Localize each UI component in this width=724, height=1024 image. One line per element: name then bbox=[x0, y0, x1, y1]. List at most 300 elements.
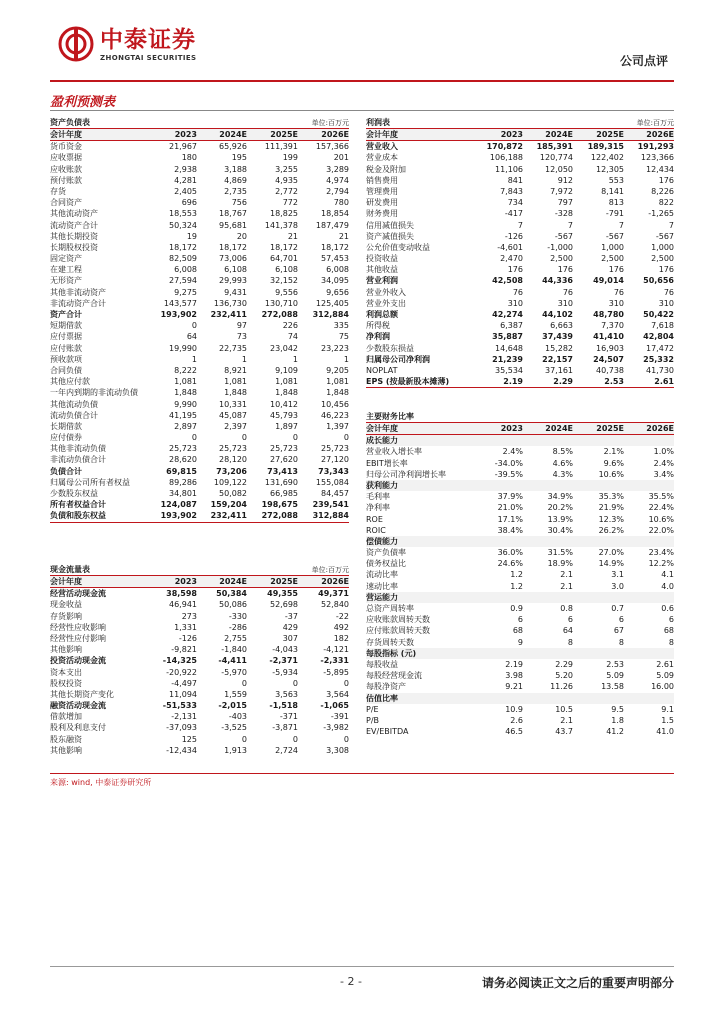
row-value bbox=[573, 693, 624, 704]
table-row bbox=[50, 231, 349, 242]
row-value: 130,710 bbox=[264, 298, 298, 308]
row-value: 12,305 bbox=[596, 164, 624, 174]
row-value: 16.00 bbox=[651, 682, 674, 692]
table-row bbox=[366, 287, 674, 298]
row-value: 25,332 bbox=[643, 354, 674, 364]
row-value: 22.0% bbox=[648, 525, 674, 535]
row-value: 0.8 bbox=[560, 604, 573, 613]
row-value: 185,391 bbox=[536, 142, 573, 152]
table-row bbox=[366, 659, 674, 670]
table-section-row bbox=[366, 648, 674, 659]
row-value: 199 bbox=[282, 153, 298, 163]
row-label: 速动比率 bbox=[366, 581, 398, 591]
table-row bbox=[366, 164, 674, 175]
row-label: 其他非流动资产 bbox=[50, 287, 106, 297]
row-value: 141,378 bbox=[264, 220, 298, 230]
row-label: 借款增加 bbox=[50, 712, 82, 722]
row-value: 9,990 bbox=[174, 399, 197, 409]
row-value: 841 bbox=[507, 175, 523, 185]
row-value: 44,102 bbox=[542, 310, 573, 319]
row-value: 75 bbox=[338, 332, 349, 342]
table-row bbox=[366, 208, 674, 219]
table-row bbox=[50, 354, 349, 365]
row-value: 157,366 bbox=[315, 142, 349, 152]
section-title: 盈利预测表 bbox=[50, 95, 116, 110]
source-divider bbox=[50, 773, 674, 774]
row-value: 19 bbox=[186, 231, 197, 241]
row-value: 45,793 bbox=[270, 410, 298, 420]
row-value: -5,895 bbox=[323, 667, 349, 677]
row-value: 20 bbox=[236, 231, 247, 241]
table-section-row bbox=[366, 536, 674, 547]
row-value: 4.0 bbox=[661, 581, 674, 591]
row-value: 3.1 bbox=[611, 570, 624, 580]
row-value: 73,006 bbox=[219, 254, 247, 264]
row-value bbox=[523, 480, 573, 491]
row-value: 18,854 bbox=[321, 209, 349, 219]
row-label: 其他影响 bbox=[50, 645, 82, 655]
row-value: -1,518 bbox=[269, 701, 298, 711]
row-value: 18,767 bbox=[219, 209, 247, 219]
row-label: 存货影响 bbox=[50, 611, 82, 621]
row-value: 9.1 bbox=[661, 704, 674, 714]
header-year: 2025E bbox=[596, 130, 624, 139]
row-value: 95,681 bbox=[219, 220, 247, 230]
row-label: 预收款项 bbox=[50, 354, 82, 364]
table-row bbox=[50, 331, 349, 342]
brand-name-en: ZHONGTAI SECURITIES bbox=[100, 53, 197, 62]
row-value: 756 bbox=[231, 198, 247, 208]
row-value: 7,843 bbox=[500, 186, 523, 196]
row-value: 1 bbox=[241, 354, 247, 364]
row-label: 营业利润 bbox=[366, 276, 398, 286]
table-row bbox=[366, 558, 674, 569]
table-row bbox=[50, 599, 349, 610]
table-title-bar bbox=[50, 116, 349, 129]
table-title: 主要财务比率 bbox=[366, 408, 674, 423]
row-value: 0 bbox=[343, 734, 349, 744]
row-label: 负债合计 bbox=[50, 466, 82, 476]
table-row bbox=[366, 704, 674, 715]
table-row bbox=[366, 715, 674, 726]
row-label: 无形资产 bbox=[50, 276, 82, 286]
row-value: 35,887 bbox=[492, 332, 523, 342]
row-value: 176 bbox=[608, 265, 624, 275]
row-value: 18,172 bbox=[321, 242, 349, 252]
row-value: 44,336 bbox=[542, 276, 573, 286]
row-value: 50,384 bbox=[216, 589, 247, 599]
row-value: -286 bbox=[228, 622, 247, 632]
row-value: 21.9% bbox=[598, 503, 624, 513]
row-label: 净利率 bbox=[366, 503, 390, 513]
table-row bbox=[366, 220, 674, 231]
row-value: -39.5% bbox=[494, 469, 523, 479]
row-value: 189,315 bbox=[587, 142, 624, 152]
table-row bbox=[50, 499, 349, 510]
header-year: 2026E bbox=[646, 130, 674, 139]
row-value: 7,370 bbox=[601, 321, 624, 331]
row-label: 股东融资 bbox=[50, 734, 82, 744]
row-label: 其他应付款 bbox=[50, 377, 90, 387]
row-value: -371 bbox=[279, 712, 298, 722]
table-row bbox=[50, 343, 349, 354]
row-value: 34.9% bbox=[547, 492, 573, 502]
row-label: 长期借款 bbox=[50, 421, 82, 431]
row-label: EV/EBITDA bbox=[366, 727, 409, 737]
table-row bbox=[366, 298, 674, 309]
row-value: 9.6% bbox=[603, 458, 624, 468]
header-label: 会计年度 bbox=[50, 130, 82, 139]
row-value: 38.4% bbox=[497, 525, 523, 535]
row-value: 2,755 bbox=[224, 633, 247, 643]
table-row bbox=[50, 208, 349, 219]
table-row bbox=[50, 253, 349, 264]
row-label: 经营性应收影响 bbox=[50, 622, 106, 632]
row-value: -4,121 bbox=[323, 645, 349, 655]
row-value: 35,534 bbox=[495, 365, 523, 375]
row-value: 49,014 bbox=[593, 276, 624, 286]
table-row bbox=[366, 376, 674, 388]
table-row bbox=[50, 510, 349, 522]
row-value: 124,087 bbox=[160, 500, 197, 510]
row-label: 信用减值损失 bbox=[366, 220, 414, 230]
row-value: 6,108 bbox=[275, 265, 298, 275]
report-type: 公司点评 bbox=[619, 54, 668, 68]
row-label: 总资产周转率 bbox=[366, 604, 414, 613]
row-value: 6 bbox=[517, 615, 523, 625]
table-section-row bbox=[366, 480, 674, 491]
row-value: 1 bbox=[191, 354, 197, 364]
row-label: 应付账款 bbox=[50, 343, 82, 353]
row-value: 3,308 bbox=[326, 745, 349, 755]
row-value: 734 bbox=[507, 198, 523, 208]
row-value: 23.4% bbox=[648, 548, 674, 558]
row-value: 198,675 bbox=[261, 500, 298, 510]
row-value bbox=[624, 480, 674, 491]
table-unit: 单位:百万元 bbox=[311, 566, 349, 574]
row-value: 1,081 bbox=[224, 377, 247, 387]
row-value: 21 bbox=[287, 231, 298, 241]
header-year: 2026E bbox=[646, 424, 674, 433]
row-value: 27,620 bbox=[270, 455, 298, 465]
row-value: 12,050 bbox=[545, 164, 573, 174]
row-value: 67 bbox=[613, 626, 624, 636]
row-value: 182 bbox=[333, 633, 349, 643]
table-row bbox=[366, 637, 674, 648]
row-value: 14.9% bbox=[598, 559, 624, 569]
row-value: 37,439 bbox=[542, 332, 573, 342]
row-value: 17.1% bbox=[497, 514, 523, 524]
row-value bbox=[473, 480, 523, 491]
table-row bbox=[50, 633, 349, 644]
row-label: 获利能力 bbox=[366, 480, 398, 490]
table-section-row bbox=[366, 435, 674, 446]
row-value: 553 bbox=[608, 175, 624, 185]
footer-divider bbox=[50, 966, 674, 967]
row-value: 8,226 bbox=[651, 186, 674, 196]
table-row bbox=[366, 670, 674, 681]
row-value: 31.5% bbox=[547, 548, 573, 558]
row-value: -126 bbox=[178, 633, 197, 643]
row-value: -3,871 bbox=[272, 723, 298, 733]
row-value: 8,921 bbox=[224, 365, 247, 375]
row-value: 50,422 bbox=[643, 310, 674, 319]
row-value: 18,825 bbox=[270, 209, 298, 219]
row-value bbox=[573, 480, 624, 491]
row-label: 净利润 bbox=[366, 332, 390, 342]
row-value: 10.6% bbox=[598, 469, 624, 479]
row-value: 1 bbox=[292, 354, 298, 364]
row-value: 8 bbox=[668, 637, 674, 647]
row-value: 6,108 bbox=[224, 265, 247, 275]
row-value: 50,086 bbox=[219, 600, 247, 610]
row-value: 68 bbox=[512, 626, 523, 636]
row-value: 3.0 bbox=[611, 581, 624, 591]
row-value: 1,081 bbox=[174, 377, 197, 387]
row-label: 所得税 bbox=[366, 321, 390, 331]
row-value: -391 bbox=[330, 712, 349, 722]
row-value: 1,000 bbox=[651, 242, 674, 252]
row-value bbox=[573, 435, 624, 446]
row-value: 50,082 bbox=[219, 489, 247, 498]
row-value: 22,157 bbox=[542, 354, 573, 364]
row-value: 42,508 bbox=[492, 276, 523, 286]
table-row bbox=[50, 242, 349, 253]
row-value: 170,872 bbox=[486, 142, 523, 152]
row-value: 46,223 bbox=[321, 410, 349, 420]
row-label: EBIT增长率 bbox=[366, 458, 408, 468]
row-value: 272,088 bbox=[261, 310, 298, 319]
row-value: 8.5% bbox=[552, 447, 573, 457]
row-value: 106,188 bbox=[489, 153, 523, 163]
row-value: 0.6 bbox=[661, 604, 674, 613]
table-row bbox=[366, 446, 674, 457]
table-row bbox=[366, 197, 674, 208]
row-value: 84,457 bbox=[321, 489, 349, 498]
row-value: 13.58 bbox=[601, 682, 624, 692]
row-value: 76 bbox=[562, 287, 573, 297]
row-value: -4,497 bbox=[171, 678, 197, 688]
row-value bbox=[573, 648, 624, 659]
row-value: 1.5 bbox=[661, 715, 674, 725]
table-row bbox=[366, 275, 674, 286]
row-value: 2,772 bbox=[275, 186, 298, 196]
row-value: 37,161 bbox=[545, 365, 573, 375]
table-row bbox=[366, 525, 674, 536]
row-value: 30.4% bbox=[547, 525, 573, 535]
row-value: -567 bbox=[655, 231, 674, 241]
row-value: 25,723 bbox=[219, 444, 247, 454]
row-value: 1 bbox=[343, 354, 349, 364]
row-value: 69,815 bbox=[166, 466, 197, 476]
row-value: 2,897 bbox=[174, 421, 197, 431]
table-row bbox=[366, 547, 674, 558]
row-value: 27,120 bbox=[321, 455, 349, 465]
table-row bbox=[50, 197, 349, 208]
row-label: 在建工程 bbox=[50, 265, 82, 275]
row-label: 利润总额 bbox=[366, 310, 398, 319]
row-label: 其他影响 bbox=[50, 745, 82, 755]
row-label: 偿债能力 bbox=[366, 536, 398, 546]
row-value: 49,371 bbox=[318, 589, 349, 599]
row-value: 2,405 bbox=[174, 186, 197, 196]
row-value: 176 bbox=[557, 265, 573, 275]
table-row bbox=[366, 581, 674, 592]
header-year: 2024E bbox=[545, 424, 573, 433]
row-value: 11.26 bbox=[550, 682, 573, 692]
row-value: 10.9 bbox=[505, 704, 523, 714]
row-value: 34,801 bbox=[169, 489, 197, 498]
row-label: 归属母公司所有者权益 bbox=[50, 477, 130, 487]
table-row bbox=[50, 622, 349, 633]
row-value: 310 bbox=[507, 298, 523, 308]
row-value: 2,500 bbox=[651, 254, 674, 264]
table-row bbox=[366, 514, 674, 525]
table-section-row bbox=[366, 592, 674, 603]
row-value: 35.5% bbox=[648, 492, 674, 502]
header-year: 2024E bbox=[545, 130, 573, 139]
row-value: 1,331 bbox=[174, 622, 197, 632]
row-value: 48,780 bbox=[593, 310, 624, 319]
row-value: 123,366 bbox=[640, 153, 674, 163]
row-value: -328 bbox=[554, 209, 573, 219]
row-value: 18,553 bbox=[169, 209, 197, 219]
row-value: 2.6 bbox=[510, 715, 523, 725]
row-value: -791 bbox=[605, 209, 624, 219]
row-value: 9,109 bbox=[275, 365, 298, 375]
header-year: 2025E bbox=[270, 577, 298, 586]
row-value: 1,848 bbox=[326, 388, 349, 398]
row-value: -22 bbox=[335, 611, 349, 621]
row-value: 159,204 bbox=[210, 500, 247, 510]
row-value bbox=[523, 592, 573, 603]
row-label: P/E bbox=[366, 704, 379, 714]
row-label: 应收账款周转天数 bbox=[366, 615, 430, 625]
row-value: 125 bbox=[181, 734, 197, 744]
row-label: ROIC bbox=[366, 525, 386, 535]
row-value: 122,402 bbox=[590, 153, 624, 163]
row-value: 310 bbox=[608, 298, 624, 308]
row-value: 193,902 bbox=[160, 511, 197, 521]
row-label: 非流动负债合计 bbox=[50, 455, 106, 465]
row-label: 预付账款 bbox=[50, 175, 82, 185]
row-label: 经营性应付影响 bbox=[50, 633, 106, 643]
row-value: 3,255 bbox=[275, 164, 298, 174]
row-label: 毛利率 bbox=[366, 492, 390, 502]
row-label: 应付票据 bbox=[50, 332, 82, 342]
row-label: 所有者权益合计 bbox=[50, 500, 106, 510]
row-label: NOPLAT bbox=[366, 365, 398, 375]
row-value: 1.8 bbox=[611, 715, 624, 725]
row-value: 9,431 bbox=[224, 287, 247, 297]
row-value: 52,698 bbox=[270, 600, 298, 610]
row-value: 76 bbox=[663, 287, 674, 297]
row-value: -4,411 bbox=[218, 656, 247, 666]
row-value: 2.61 bbox=[656, 659, 674, 669]
row-label: 归母公司净利润增长率 bbox=[366, 469, 446, 479]
cash-flow-table bbox=[50, 563, 349, 756]
row-value: 9.21 bbox=[505, 682, 523, 692]
row-label: 研发费用 bbox=[366, 198, 398, 208]
table-row bbox=[366, 614, 674, 625]
table-row bbox=[366, 309, 674, 320]
table-header-row bbox=[366, 129, 674, 141]
row-value: 4,281 bbox=[174, 175, 197, 185]
row-value: -14,325 bbox=[162, 656, 197, 666]
row-value: 10,412 bbox=[270, 399, 298, 409]
row-value: 772 bbox=[282, 198, 298, 208]
row-value: 2.1 bbox=[560, 715, 573, 725]
table-row bbox=[50, 275, 349, 286]
row-value: 36.0% bbox=[497, 548, 523, 558]
row-value: 9,556 bbox=[275, 287, 298, 297]
row-value: 1,848 bbox=[275, 388, 298, 398]
row-value: 46,941 bbox=[169, 600, 197, 610]
row-label: 少数股东损益 bbox=[366, 343, 414, 353]
table-row bbox=[50, 644, 349, 655]
row-label: 其他流动资产 bbox=[50, 209, 98, 219]
table-header-row bbox=[50, 576, 349, 588]
row-value bbox=[523, 435, 573, 446]
table-row bbox=[366, 569, 674, 580]
row-label: ROE bbox=[366, 514, 383, 524]
row-value: 429 bbox=[282, 622, 298, 632]
row-label: 负债和股东权益 bbox=[50, 511, 106, 521]
row-value: 2.53 bbox=[604, 377, 624, 387]
row-value: 822 bbox=[658, 198, 674, 208]
row-value: 310 bbox=[557, 298, 573, 308]
row-label: 合同负债 bbox=[50, 365, 82, 375]
row-value: 5.09 bbox=[606, 671, 624, 681]
row-value: 1.0% bbox=[653, 447, 674, 457]
row-value: 3,289 bbox=[326, 164, 349, 174]
row-value: 22,735 bbox=[219, 343, 247, 353]
row-value: 143,577 bbox=[163, 298, 197, 308]
row-value: 65,926 bbox=[219, 142, 247, 152]
table-unit: 单位:百万元 bbox=[636, 119, 674, 127]
row-value: 42,804 bbox=[643, 332, 674, 342]
row-value: 1.2 bbox=[510, 570, 523, 580]
row-value bbox=[573, 592, 624, 603]
header-year: 2023 bbox=[500, 130, 523, 139]
row-value: 155,084 bbox=[315, 477, 349, 487]
row-value: 46.5 bbox=[505, 727, 523, 737]
row-value: 2.1 bbox=[560, 581, 573, 591]
row-value: 2,735 bbox=[224, 186, 247, 196]
table-row bbox=[50, 387, 349, 398]
row-value: 0.9 bbox=[510, 604, 523, 613]
row-value: 73 bbox=[236, 332, 247, 342]
row-label: 经营活动现金流 bbox=[50, 589, 106, 599]
row-value: 15,282 bbox=[545, 343, 573, 353]
table-row bbox=[50, 175, 349, 186]
section-divider bbox=[50, 110, 674, 111]
header-year: 2023 bbox=[500, 424, 523, 433]
row-value: 17,472 bbox=[646, 343, 674, 353]
table-row bbox=[50, 298, 349, 309]
row-value: -3,525 bbox=[221, 723, 247, 733]
row-label: 股权投资 bbox=[50, 678, 82, 688]
row-value: 3,564 bbox=[326, 689, 349, 699]
table-row bbox=[366, 331, 674, 342]
row-value: 7 bbox=[618, 220, 624, 230]
row-label: 资产合计 bbox=[50, 310, 82, 319]
row-value: 28,620 bbox=[169, 455, 197, 465]
table-row bbox=[366, 343, 674, 354]
row-value: 1,848 bbox=[174, 388, 197, 398]
row-value: 1,848 bbox=[224, 388, 247, 398]
row-value: 73,343 bbox=[318, 466, 349, 476]
